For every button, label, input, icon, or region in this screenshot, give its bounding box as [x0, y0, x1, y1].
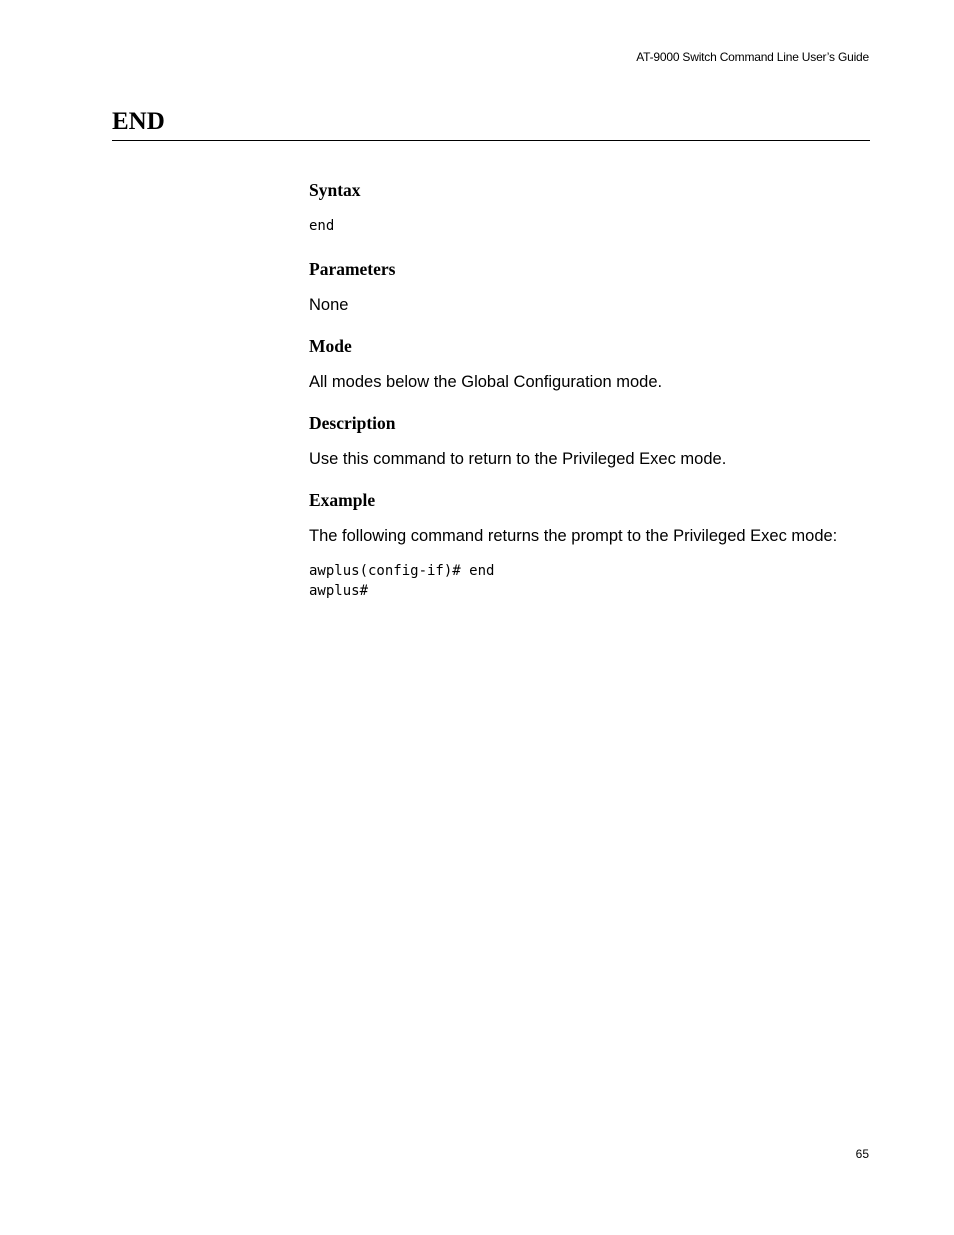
description-heading: Description — [309, 413, 396, 433]
example-text: The following command returns the prompt to the Privileged Exec mode: — [309, 527, 838, 545]
command-title: END — [112, 108, 165, 135]
parameters-text: None — [309, 296, 349, 314]
description-text: Use this command to return to the Privileged Exec mode. — [309, 450, 727, 468]
example-code-block — [309, 561, 870, 601]
parameters-heading: Parameters — [309, 259, 396, 279]
example-code-line: awplus# — [309, 583, 369, 599]
syntax-code: end — [309, 218, 335, 234]
syntax-heading: Syntax — [309, 180, 361, 200]
page-number: 65 — [855, 1147, 869, 1161]
running-header: AT-9000 Switch Command Line User’s Guide — [636, 50, 869, 64]
mode-text: All modes below the Global Configuration mode. — [309, 373, 663, 391]
example-heading: Example — [309, 490, 376, 510]
title-rule — [112, 140, 870, 141]
example-code-line: awplus(config-if)# end — [309, 563, 495, 579]
command-content — [309, 178, 870, 601]
mode-heading: Mode — [309, 336, 352, 356]
